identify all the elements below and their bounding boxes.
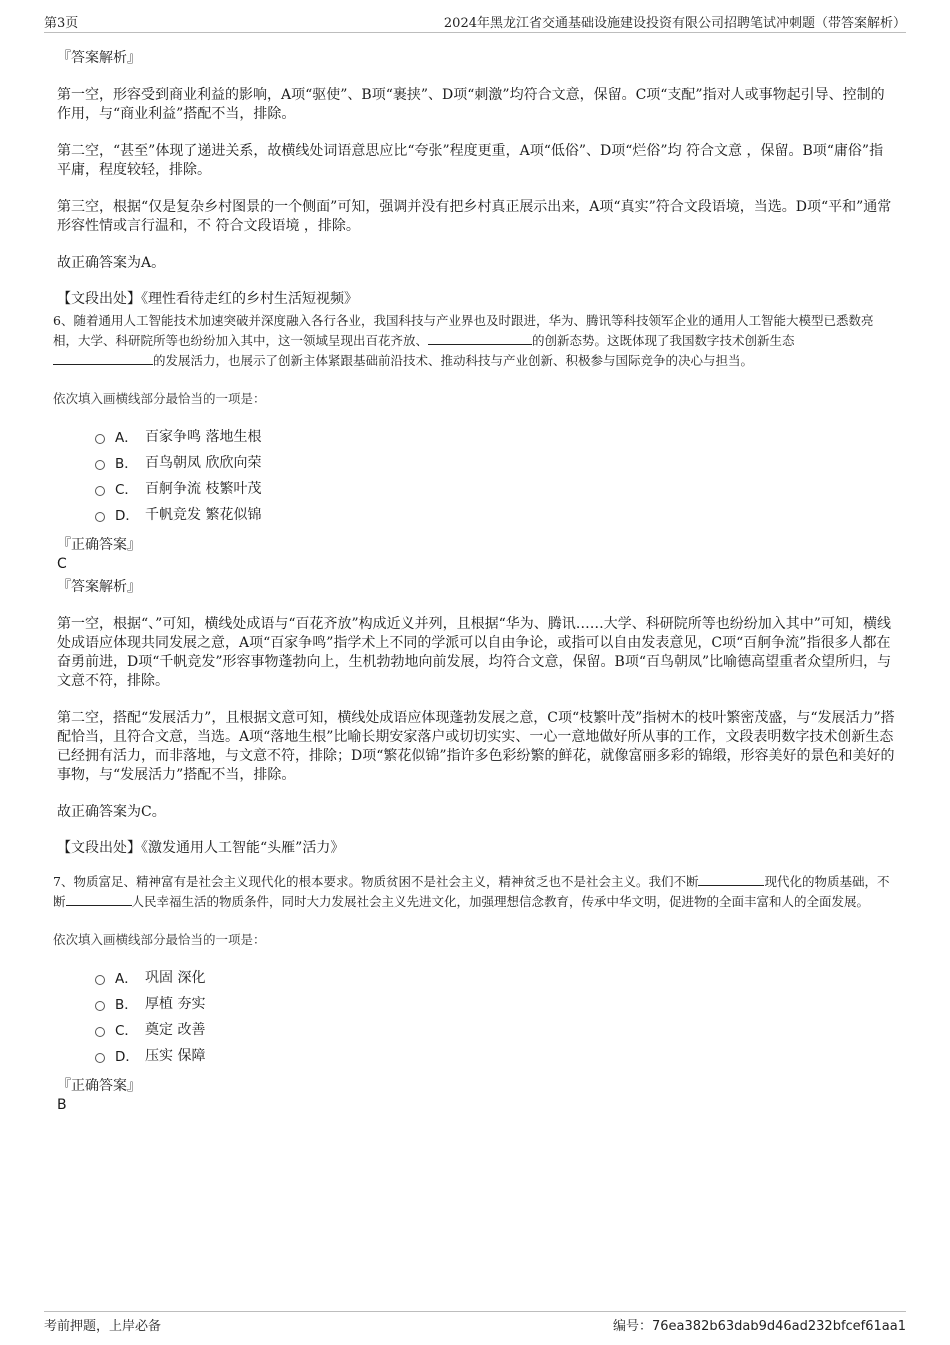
q6-analysis-label: 『答案解析』 [57,579,141,595]
option-letter: A． [115,971,138,987]
q6-answer-label: 『正确答案』 [57,537,141,553]
option-letter: D． [115,1049,139,1065]
q6-prompt: 依次填入画横线部分最恰当的一项是： [53,391,266,406]
q7-option-b[interactable] [95,990,897,1016]
q6-option-b[interactable] [95,449,897,475]
q5-analysis-p3: 第三空，根据“仅是复杂乡村图景的一个侧面”可知，强调并没有把乡村真正展示出来，A项“真实”符合文段语境，当选。D项“平和”通常形容性情或言行温和，不 符合文段语境 ，排除。 [57,199,892,234]
q7-blank-1 [698,872,764,886]
q5-analysis-p1: 第一空，形容受到商业利益的影响，A项“驱使”、B项“裹挟”、D项“刺激”均符合文意，保留。C项“支配”指对人或事物起引导、控制的作用，与“商业利益”搭配不当，排除。 [57,87,885,122]
option-text: 百家争鸣 落地生根 [145,429,262,445]
q7-blank-2 [66,892,132,906]
q5-analysis-label: 『答案解析』 [57,50,141,66]
q6-answer-value: C [57,556,67,572]
q7-text-part-c: 人民幸福生活的物质条件，同时大力发展社会主义先进文化，加强理想信念教育，传承中华文明，促进物的全面丰富和人的全面发展。 [131,894,870,909]
radio-icon[interactable] [95,434,105,444]
q6-analysis-p1: 第一空，根据“、”可知，横线处成语与“百花齐放”构成近义并列，且根据“华为、腾讯……大学、科研院所等也纷纷加入其中”可知，横线处成语应体现共同发展之意，A项“百家争鸣”指学术上不同的学派可以自由争论，或指可以自由发表意见，C项“百舸争流”指很多人都在奋勇前进，D项“千帆竞发”形容事物蓬勃向上，生机勃勃地向前发展，均符合文意，保留。B项“百鸟朝凤”比喻德高望重者众望所归，与文意不符，排除。 [57,616,892,689]
q6-blank-1 [428,331,532,345]
option-text: 千帆竞发 繁花似锦 [145,507,262,523]
q5-source: 【文段出处】《理性看待走红的乡村生活短视频》 [57,291,358,307]
option-text: 奠定 改善 [145,1022,206,1038]
q7-answer-value: B [57,1097,67,1113]
q7-prompt: 依次填入画横线部分最恰当的一项是： [53,932,266,947]
document-title: 2024年黑龙江省交通基础设施建设投资有限公司招聘笔试冲刺题（带答案解析） [443,16,906,31]
q6-option-c[interactable] [95,475,897,501]
q6-source: 【文段出处】《激发通用人工智能“头雁”活力》 [57,840,345,856]
footer-note: 考前押题，上岸必备 [44,1319,162,1334]
radio-icon[interactable] [95,1053,105,1063]
radio-icon[interactable] [95,460,105,470]
option-letter: B． [115,456,138,472]
option-text: 百舸争流 枝繁叶茂 [145,481,262,497]
q7-question-text [53,872,897,912]
option-letter: B． [115,997,138,1013]
q7-answer-label: 『正确答案』 [57,1078,141,1094]
option-letter: C． [115,1023,138,1039]
page-footer [44,1311,906,1334]
document-body [53,42,897,1114]
q7-option-a[interactable] [95,964,897,990]
q6-option-d[interactable] [95,501,897,527]
q7-text-part-b: 现代化的物质基础，不断 [53,874,890,909]
radio-icon[interactable] [95,512,105,522]
q6-options [95,423,897,527]
option-text: 压实 保障 [145,1048,206,1064]
q7-option-c[interactable] [95,1016,897,1042]
q6-option-a[interactable] [95,423,897,449]
q6-question-text [53,311,897,371]
q6-conclusion: 故正确答案为C。 [57,804,166,820]
option-text: 巩固 深化 [145,970,206,986]
page-header [44,12,906,33]
q6-text-part-c: 的发展活力，也展示了创新主体紧跟基础前沿技术、推动科技与产业创新、积极参与国际竞争的决心与担当。 [153,353,754,368]
q6-analysis-p2: 第二空，搭配“发展活力”，且根据文意可知，横线处成语应体现蓬勃发展之意，C项“枝繁叶茂”指树木的枝叶繁密茂盛，与“发展活力”搭配恰当，且符合文意，当选。A项“落地生根”比喻长期安家落户或切切实实、一心一意地做好所从事的工作，文段表明数字技术创新生态已经拥有活力，而非落地，与文意不符，排除；D项“繁花似锦”指许多色彩纷繁的鲜花，就像富丽多彩的锦缎，形容美好的景色和美好的事物，与“发展活力”搭配不当，排除。 [57,710,895,783]
option-letter: A． [115,430,138,446]
q6-blank-2 [53,351,153,365]
radio-icon[interactable] [95,486,105,496]
option-text: 百鸟朝凤 欣欣向荣 [145,455,262,471]
option-letter: D． [115,508,139,524]
q7-options [95,964,897,1068]
option-text: 厚植 夯实 [145,996,206,1012]
page-number: 第3页 [44,16,79,31]
option-letter: C． [115,482,138,498]
q5-conclusion: 故正确答案为A。 [57,255,166,271]
q6-text-part-a: 6、随着通用人工智能技术加速突破并深度融入各行各业，我国科技与产业界也及时跟进，华为、腾讯等科技领军企业的通用人工智能大模型已悉数亮相，大学、科研院所等也纷纷加入其中，这一领域呈现出百花齐放、 [53,313,874,348]
radio-icon[interactable] [95,1001,105,1011]
radio-icon[interactable] [95,975,105,985]
q7-option-d[interactable] [95,1042,897,1068]
radio-icon[interactable] [95,1027,105,1037]
q7-text-part-a: 7、物质富足、精神富有是社会主义现代化的根本要求。物质贫困不是社会主义，精神贫乏也不是社会主义。我们不断 [53,874,699,889]
q6-text-part-b: 的创新态势。这既体现了我国数字技术创新生态 [532,333,795,348]
document-code: 编号：76ea382b63dab9d46ad232bfcef61aa1 [613,1319,906,1334]
q5-analysis-p2: 第二空，“甚至”体现了递进关系，故横线处词语意思应比“夸张”程度更重，A项“低俗”、D项“烂俗”均 符合文意 ，保留。B项“庸俗”指平庸，程度较轻，排除。 [57,143,884,178]
